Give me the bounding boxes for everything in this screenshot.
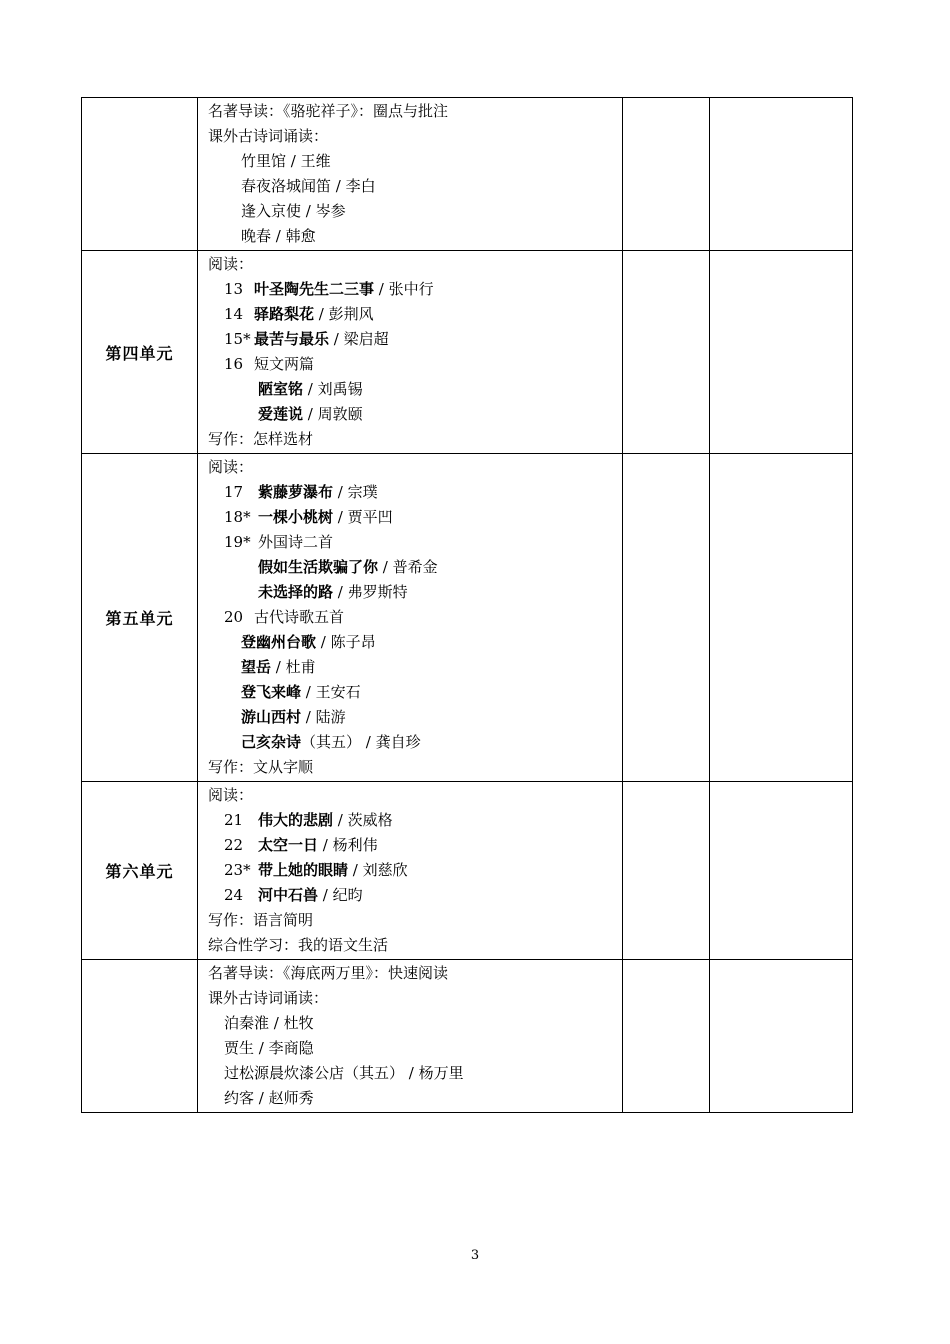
blank-cell bbox=[710, 782, 853, 960]
list-item: 爱莲说 / 周敦颐 bbox=[258, 405, 363, 423]
unit-cell: 第四单元 bbox=[82, 251, 198, 454]
list-item: 写作：语言简明 bbox=[208, 911, 314, 929]
list-item: 过松源晨炊漆公店（其五） / 杨万里 bbox=[224, 1064, 464, 1082]
content-cell bbox=[198, 782, 623, 960]
blank-cell bbox=[623, 454, 710, 782]
list-item: 综合性学习：我的语文生活 bbox=[208, 936, 389, 954]
blank-cell bbox=[710, 98, 853, 251]
list-item: 阅读： bbox=[208, 458, 254, 476]
list-item: 19* 外国诗二首 bbox=[224, 533, 334, 551]
table-row bbox=[82, 454, 853, 782]
table-row bbox=[82, 782, 853, 960]
list-item: 23* 带上她的眼睛 / 刘慈欣 bbox=[224, 861, 408, 879]
list-item: 21 伟大的悲剧 / 茨威格 bbox=[224, 811, 393, 829]
list-item: 课外古诗词诵读： bbox=[208, 989, 329, 1007]
blank-cell bbox=[623, 782, 710, 960]
list-item: 游山西村 / 陆游 bbox=[241, 708, 346, 726]
list-item: 20 古代诗歌五首 bbox=[224, 608, 345, 626]
list-item: 24 河中石兽 / 纪昀 bbox=[224, 886, 363, 904]
list-item: 约客 / 赵师秀 bbox=[224, 1089, 314, 1107]
list-item: 14 驿路梨花 / 彭荆风 bbox=[224, 305, 374, 323]
curriculum-table bbox=[81, 97, 853, 1113]
unit-cell bbox=[82, 98, 198, 251]
blank-cell bbox=[710, 960, 853, 1113]
blank-cell bbox=[623, 251, 710, 454]
table-row bbox=[82, 98, 853, 251]
content-cell bbox=[198, 251, 623, 454]
list-item: 贾生 / 李商隐 bbox=[224, 1039, 314, 1057]
list-item: 写作：怎样选材 bbox=[208, 430, 314, 448]
content-cell bbox=[198, 454, 623, 782]
list-item: 15* 最苦与最乐 / 梁启超 bbox=[224, 330, 389, 348]
unit-cell: 第六单元 bbox=[82, 782, 198, 960]
list-item: 16 短文两篇 bbox=[224, 355, 315, 373]
list-item: 22 太空一日 / 杨利伟 bbox=[224, 836, 378, 854]
list-item: 登飞来峰 / 王安石 bbox=[241, 683, 361, 701]
list-item: 18* 一棵小桃树 / 贾平凹 bbox=[224, 508, 393, 526]
list-item: 泊秦淮 / 杜牧 bbox=[224, 1014, 314, 1032]
list-item: 假如生活欺骗了你 / 普希金 bbox=[258, 558, 438, 576]
list-item: 逢入京使 / 岑参 bbox=[241, 202, 346, 220]
content-cell bbox=[198, 960, 623, 1113]
list-item: 13 叶圣陶先生二三事 / 张中行 bbox=[224, 280, 434, 298]
page-number: 3 bbox=[470, 1248, 480, 1263]
content-cell bbox=[198, 98, 623, 251]
list-item: 己亥杂诗（其五） / 龚自珍 bbox=[241, 733, 421, 751]
list-item: 登幽州台歌 / 陈子昂 bbox=[241, 633, 376, 651]
blank-cell bbox=[623, 98, 710, 251]
list-item: 写作：文从字顺 bbox=[208, 758, 314, 776]
unit-cell: 第五单元 bbox=[82, 454, 198, 782]
blank-cell bbox=[710, 251, 853, 454]
list-item: 春夜洛城闻笛 / 李白 bbox=[241, 177, 376, 195]
table-row bbox=[82, 960, 853, 1113]
list-item: 未选择的路 / 弗罗斯特 bbox=[258, 583, 408, 601]
table-row bbox=[82, 251, 853, 454]
list-item: 阅读： bbox=[208, 786, 254, 804]
unit-cell bbox=[82, 960, 198, 1113]
blank-cell bbox=[710, 454, 853, 782]
list-item: 名著导读：《海底两万里》：快速阅读 bbox=[208, 964, 449, 982]
list-item: 竹里馆 / 王维 bbox=[241, 152, 331, 170]
list-item: 晚春 / 韩愈 bbox=[241, 227, 316, 245]
list-item: 阅读： bbox=[208, 255, 254, 273]
list-item: 望岳 / 杜甫 bbox=[241, 658, 316, 676]
list-item: 课外古诗词诵读： bbox=[208, 127, 329, 145]
list-item: 17 紫藤萝瀑布 / 宗璞 bbox=[224, 483, 378, 501]
list-item: 陋室铭 / 刘禹锡 bbox=[258, 380, 363, 398]
blank-cell bbox=[623, 960, 710, 1113]
list-item: 名著导读：《骆驼祥子》：圈点与批注 bbox=[208, 102, 449, 120]
